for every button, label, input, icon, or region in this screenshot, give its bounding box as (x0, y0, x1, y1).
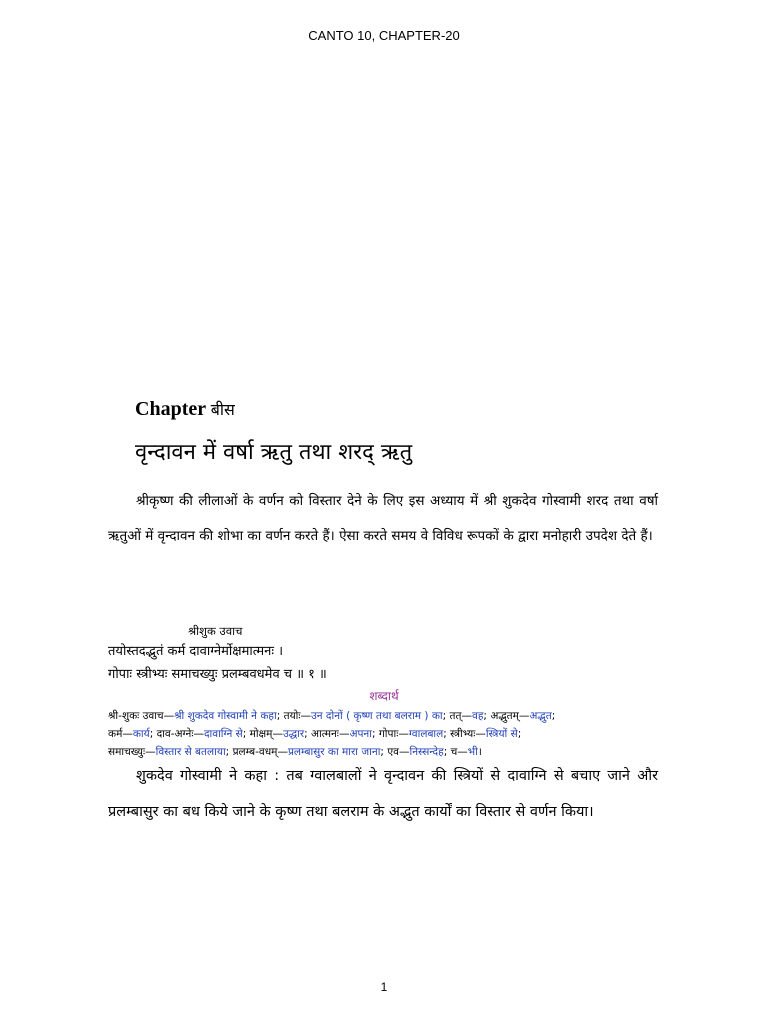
running-header: CANTO 10, CHAPTER-20 (308, 28, 460, 43)
synonym-meaning: उद्धार (282, 728, 305, 740)
synonym-word: प्रलम्ब-वधम् (232, 746, 278, 758)
synonym-word: दाव-अग्नेः (156, 728, 194, 740)
synonyms-block (108, 707, 668, 761)
synonym-word: मोक्षम् (249, 728, 273, 740)
synonyms-line: कर्म—कार्य; दाव-अग्नेः—दावाग्नि से; मोक्षम्—उद्धार; आत्मनः—अपना; गोपाः—ग्वालबाल; स्त्रीभ्यः—स्त्रियों से; (108, 728, 522, 740)
intro-paragraph: श्रीकृष्ण की लीलाओं के वर्णन को विस्तार देने के लिए इस अध्याय में श्री शुकदेव गोस्वामी शरद तथा वर्षा ऋतुओं में वृन्दावन की शोभा का वर्णन करते हैं। ऐसा करते समय वे विविध रूपकों के द्वारा मनोहारी उपदेश देते हैं। (108, 493, 658, 544)
synonym-meaning: उन दोनों ( कृष्ण तथा बलराम ) का (311, 710, 443, 722)
synonyms-heading: शब्दार्थ (369, 689, 399, 703)
synonym-word: श्री-शुकः उवाच (108, 710, 164, 722)
chapter-word: Chapter (135, 398, 206, 420)
synonym-meaning: अद्भुत (529, 710, 552, 722)
verse-speaker: श्रीशुक उवाच (188, 624, 243, 638)
verse-line-2: गोपाः स्त्रीभ्यः समाचख्युः प्रलम्बवधमेव च ॥ १ ॥ (108, 667, 327, 682)
synonym-meaning: ग्वालबाल (408, 728, 444, 740)
synonym-meaning: निस्सन्देह (409, 746, 444, 758)
synonym-meaning: भी (467, 746, 478, 758)
synonym-word: आत्मनः (311, 728, 339, 740)
synonym-word: कर्म (108, 728, 123, 740)
synonym-meaning: प्रलम्बासुर का मारा जाना (287, 746, 381, 758)
synonym-meaning: कार्य (132, 728, 150, 740)
chapter-number: बीस (210, 400, 235, 419)
synonym-meaning: वह (472, 710, 484, 722)
synonym-word: गोपाः (378, 728, 399, 740)
synonym-meaning: दावाग्नि से (203, 728, 243, 740)
synonym-meaning: स्त्रियों से (485, 728, 518, 740)
synonym-word: तयोः (283, 710, 301, 722)
synonyms-line: समाचख्युः—विस्तार से बतलाया; प्रलम्ब-वधम्—प्रलम्बासुर का मारा जाना; एव—निस्सन्देह; च—भी। (108, 746, 482, 758)
synonyms-line: श्री-शुकः उवाच—श्री शुकदेव गोस्वामी ने कहा; तयोः—उन दोनों ( कृष्ण तथा बलराम ) का; तत्—वह; अद्भुतम्—अद्भुत; (108, 710, 556, 722)
synonym-word: स्त्रीभ्यः (450, 728, 476, 740)
synonym-meaning: श्री शुकदेव गोस्वामी ने कहा (174, 710, 277, 722)
translation-paragraph: शुकदेव गोस्वामी ने कहा : तब ग्वालबालों ने वृन्दावन की स्त्रियों से दावाग्नि से बचाए जाने और प्रलम्बासुर का बध किये जाने के कृष्ण तथा बलराम के अद्भुत कार्यों का विस्तार से वर्णन किया। (108, 768, 658, 820)
synonym-word: एव (387, 746, 399, 758)
chapter-label (135, 398, 235, 421)
synonym-meaning: विस्तार से बतलाया (155, 746, 226, 758)
synonym-meaning: अपना (349, 728, 372, 740)
synonym-word: च (450, 746, 458, 758)
chapter-title: वृन्दावन में वर्षा ऋतु तथा शरद् ऋतु (135, 440, 413, 465)
synonym-word: अद्भुतम् (490, 710, 519, 722)
synonym-word: समाचख्युः (108, 746, 146, 758)
page-number: 1 (380, 980, 388, 994)
synonym-word: तत् (449, 710, 462, 722)
verse-line-1: तयोस्तदद्भुतं कर्म दावाग्नेर्मोक्षमात्मनः । (108, 644, 284, 659)
